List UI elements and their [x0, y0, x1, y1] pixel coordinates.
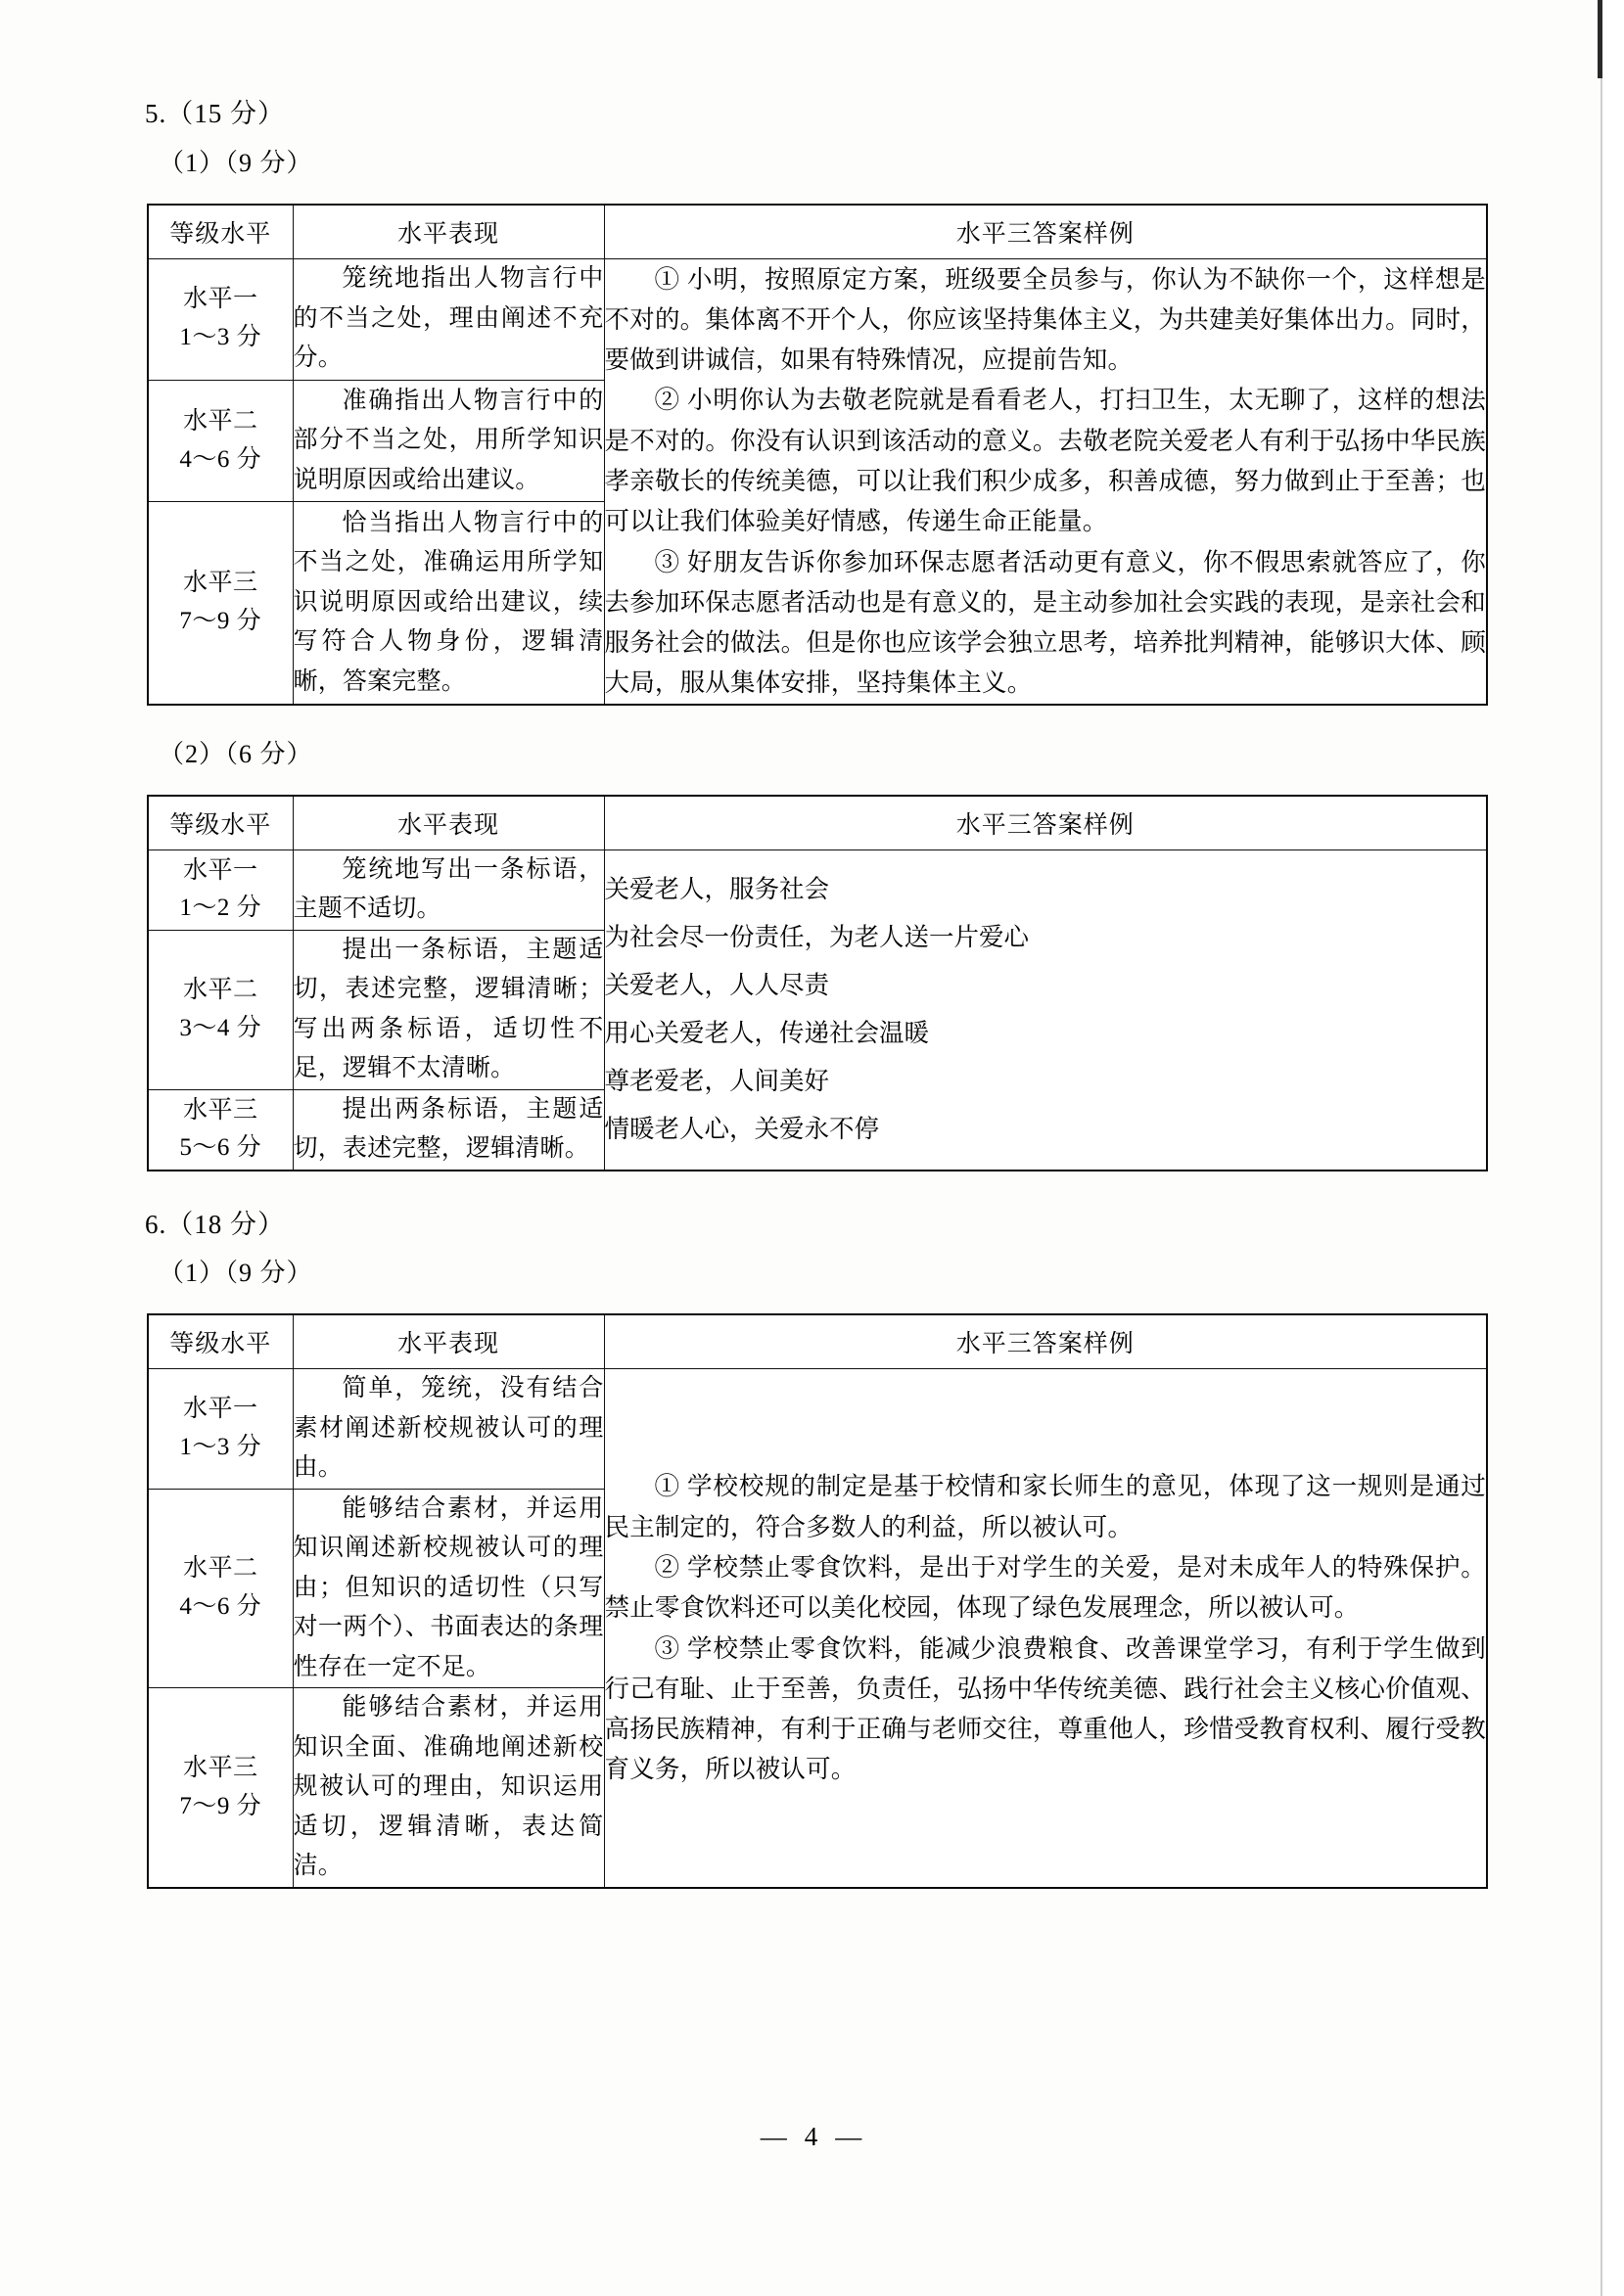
level-name: 水平一 [182, 286, 258, 313]
sample-answers-cell [604, 1369, 1487, 1888]
level-score: 4～6 分 [179, 445, 262, 473]
performance-cell [293, 850, 604, 930]
level-score: 3～4 分 [179, 1014, 262, 1041]
sample-answer-2: ② 学校禁止零食饮料，是出于对学生的关爱，是对未成年人的特殊保护。禁止零食饮料还可以美化校园，体现了绿色发展理念，所以被认可。 [604, 1552, 1486, 1623]
level-score: 1～2 分 [179, 895, 262, 922]
performance-text: 笼统地指出人物言行中的不当之处，理由阐述不充分。 [293, 265, 604, 372]
slogan-item: 关爱老人，人人尽责 [604, 970, 830, 999]
slogan-item: 尊老爱老，人间美好 [604, 1066, 830, 1095]
page-content [145, 94, 1506, 1889]
footer-dash-left: — [760, 2122, 789, 2151]
performance-cell [293, 930, 604, 1089]
column-header-performance: 水平表现 [293, 1314, 604, 1369]
footer-dash-right: — [835, 2122, 864, 2151]
sample-answer-1: ① 学校校规的制定是基于校情和家长师生的意见，体现了这一规则是通过民主制定的，符合多数人的利益，所以被认可。 [604, 1472, 1486, 1541]
column-header-sample: 水平三答案样例 [604, 796, 1487, 850]
sample-answers-cell [604, 258, 1487, 705]
level-cell [148, 1089, 293, 1171]
sample-answer-2: ② 小明你认为去敬老院就是看看老人，打扫卫生，太无聊了，这样的想法是不对的。你没有认识到该活动的意义。去敬老院关爱老人有利于弘扬中华民族孝亲敬长的传统美德，可以让我们积少成多，积善成德，努力做到止于至善；也可以让我们体验美好情感，传递生命正能量。 [604, 386, 1486, 536]
question-5-part-2-subheading: （2）（6 分） [159, 739, 313, 768]
level-score: 4～6 分 [179, 1593, 262, 1621]
level-name: 水平二 [182, 977, 258, 1004]
level-name: 水平三 [182, 1754, 258, 1781]
table-header-row [148, 1314, 1487, 1369]
performance-cell [293, 1089, 604, 1171]
slogan-item: 关爱老人，服务社会 [604, 874, 830, 903]
level-cell [148, 1489, 293, 1688]
level-cell [148, 380, 293, 501]
performance-text: 恰当指出人物言行中的不当之处，准确运用所学知识说明原因或给出建议，续写符合人物身份，逻辑清晰，答案完整。 [293, 509, 604, 695]
level-name: 水平一 [182, 1396, 258, 1423]
level-score: 7～9 分 [179, 607, 262, 634]
level-cell [148, 850, 293, 930]
performance-cell [293, 380, 604, 501]
performance-text: 提出两条标语，主题适切，表述完整，逻辑清晰。 [293, 1095, 604, 1163]
slogan-list-cell [604, 850, 1487, 1171]
column-header-level: 等级水平 [148, 796, 293, 850]
column-header-sample: 水平三答案样例 [604, 205, 1487, 259]
sample-answer-1: ① 小明，按照原定方案，班级要全员参与，你认为不缺你一个，这样想是不对的。集体离不开个人，你应该坚持集体主义，为共建美好集体出力。同时，要做到讲诚信，如果有特殊情况，应提前告知。 [604, 264, 1486, 375]
level-cell [148, 1369, 293, 1490]
level-score: 5～6 分 [179, 1134, 262, 1162]
column-header-performance: 水平表现 [293, 796, 604, 850]
level-score: 1～3 分 [179, 324, 262, 351]
performance-cell [293, 1489, 604, 1688]
sample-answer-3: ③ 好朋友告诉你参加环保志愿者活动更有意义，你不假思索就答应了，你去参加环保志愿者活动也是有意义的，是主动参加社会实践的表现，是亲社会和服务社会的做法。但是你也应该学会独立思考，培养批判精神，能够识大体、顾大局，服从集体安排，坚持集体主义。 [604, 547, 1486, 698]
column-header-performance: 水平表现 [293, 205, 604, 259]
slogan-item: 用心关爱老人，传递社会温暖 [604, 1018, 930, 1047]
sample-answer-3: ③ 学校禁止零食饮料，能减少浪费粮食、改善课堂学习，有利于学生做到行己有耻、止于至善，负责任，弘扬中华传统美德、践行社会主义核心价值观、高扬民族精神，有利于正确与老师交往，尊重他人，珍惜受教育权利、履行受教育义务，所以被认可。 [604, 1633, 1486, 1784]
table-row [148, 850, 1487, 930]
level-cell [148, 930, 293, 1089]
level-cell [148, 502, 293, 705]
performance-text: 能够结合素材，并运用知识阐述新校规被认可的理由；但知识的适切性（只写对一两个）、书面表达的条理性存在一定不足。 [293, 1494, 604, 1680]
level-name: 水平三 [182, 1096, 258, 1124]
page-footer [0, 2122, 1624, 2152]
performance-cell [293, 502, 604, 705]
table-header-row [148, 796, 1487, 850]
question-6-heading: 6.（18 分） [145, 1209, 285, 1239]
performance-text: 能够结合素材，并运用知识全面、准确地阐述新校规被认可的理由，知识运用适切，逻辑清晰，表达简洁。 [293, 1694, 604, 1880]
performance-cell [293, 1688, 604, 1888]
performance-text: 简单，笼统，没有结合素材阐述新校规被认可的理由。 [293, 1375, 604, 1482]
column-header-level: 等级水平 [148, 205, 293, 259]
rubric-table-5-1 [147, 204, 1488, 706]
question-6-part-1-subheading: （1）（9 分） [159, 1259, 313, 1288]
question-5-part-1-subheading: （1）（9 分） [159, 148, 313, 177]
column-header-sample: 水平三答案样例 [604, 1314, 1487, 1369]
performance-cell [293, 258, 604, 380]
table-header-row [148, 205, 1487, 259]
scan-edge-mark [1598, 0, 1602, 78]
level-cell [148, 258, 293, 380]
level-score: 7～9 分 [179, 1792, 262, 1819]
rubric-table-6-1 [147, 1313, 1488, 1889]
level-name: 水平二 [182, 1555, 258, 1583]
performance-cell [293, 1369, 604, 1490]
level-name: 水平三 [182, 570, 258, 597]
performance-text: 笼统地写出一条标语，主题不适切。 [293, 855, 604, 923]
performance-text: 准确指出人物言行中的部分不当之处，用所学知识说明原因或给出建议。 [293, 387, 604, 493]
performance-text: 提出一条标语，主题适切，表述完整，逻辑清晰；写出两条标语，适切性不足，逻辑不太清晰。 [293, 936, 604, 1082]
level-name: 水平二 [182, 407, 258, 435]
scan-edge-artifact [1601, 0, 1624, 2296]
level-name: 水平一 [182, 856, 258, 884]
level-cell [148, 1688, 293, 1888]
slogan-item: 为社会尽一份责任，为老人送一片爱心 [604, 922, 1030, 951]
level-score: 1～3 分 [179, 1434, 262, 1461]
page-number: 4 [804, 2122, 820, 2151]
table-row [148, 258, 1487, 380]
table-row [148, 1369, 1487, 1490]
question-5-heading: 5.（15 分） [145, 99, 285, 128]
slogan-item: 情暖老人心，关爱永不停 [604, 1114, 880, 1143]
rubric-table-5-2 [147, 795, 1488, 1171]
column-header-level: 等级水平 [148, 1314, 293, 1369]
